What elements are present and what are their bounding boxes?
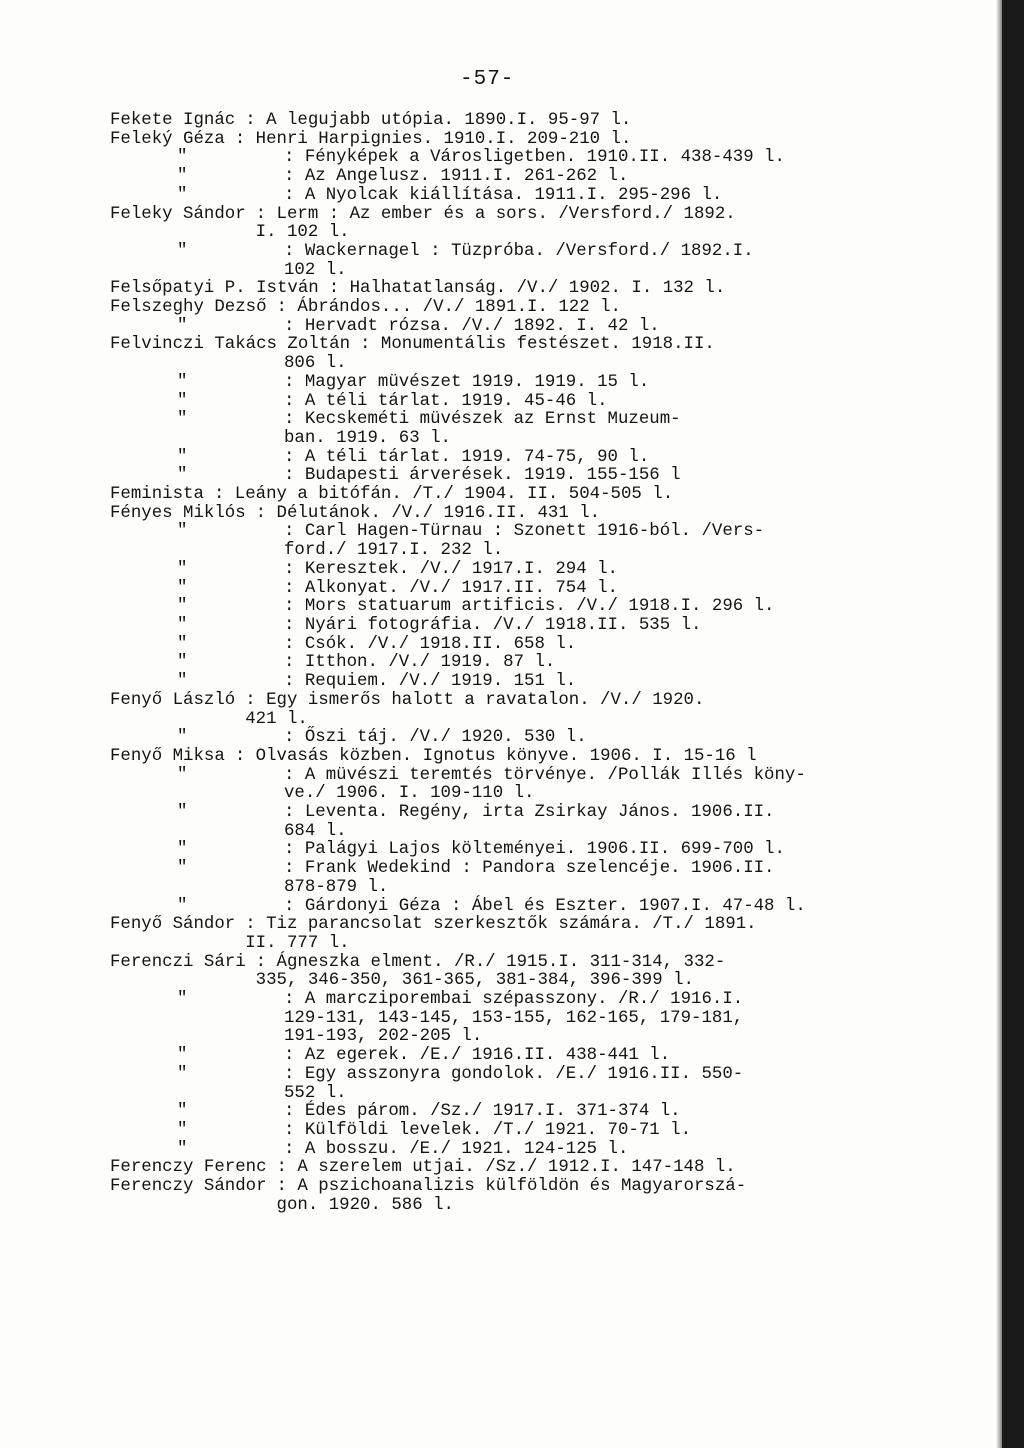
ditto-mark: " <box>177 578 188 598</box>
entry-reference <box>284 1047 898 1066</box>
ditto-mark: " <box>177 1046 188 1066</box>
ditto-mark: " <box>177 1102 188 1122</box>
entry-continuation-line: 878-879 l. <box>284 877 389 897</box>
scan-edge-shadow <box>1002 0 1024 1448</box>
entry-continuation-line: 421 l. <box>245 709 308 729</box>
ditto-mark: " <box>177 896 188 916</box>
entry-reference <box>284 449 898 468</box>
ditto-mark: " <box>177 167 188 187</box>
bibliography-entry <box>110 523 898 560</box>
entry-reference <box>284 243 898 280</box>
bibliography-entry <box>110 449 898 468</box>
entry-reference <box>284 991 898 1047</box>
ditto-mark: " <box>177 990 188 1010</box>
entry-continuation-line: gon. 1920. 586 l. <box>276 1195 454 1215</box>
entry-author: Felsőpatyi P. István <box>110 279 319 299</box>
entry-reference <box>256 206 898 243</box>
bibliography-entry <box>110 168 898 187</box>
entry-reference <box>284 729 898 748</box>
entry-reference <box>235 131 898 150</box>
ditto-mark: " <box>177 859 188 879</box>
bibliography-entry <box>110 1047 898 1066</box>
entry-continuation-line: ve./ 1906. I. 109-110 l. <box>284 784 535 804</box>
entry-title-line: : A téli tárlat. 1919. 74-75, 90 l. <box>284 447 650 467</box>
bibliography-entry <box>110 1066 898 1103</box>
entry-title-line: : Requiem. /V./ 1919. 151 l. <box>284 672 577 692</box>
entry-title-line: : Az Angelusz. 1911.I. 261-262 l. <box>284 167 629 187</box>
entry-reference <box>284 860 898 897</box>
ditto-mark: " <box>177 185 188 205</box>
entry-title-line: : Délutánok. /V./ 1916.II. 431 l. <box>255 503 601 523</box>
entry-author: Feminista <box>110 485 204 505</box>
entry-reference <box>284 374 898 393</box>
entry-title-line: : A téli tárlat. 1919. 45-46 l. <box>284 391 608 411</box>
entry-title-line: : Külföldi levelek. /T./ 1921. 70-71 l. <box>284 1120 692 1140</box>
entry-continuation-line: ban. 1919. 63 l. <box>284 428 451 448</box>
entry-reference <box>284 598 898 617</box>
bibliography-entry <box>110 991 898 1047</box>
bibliography-entry <box>110 1141 898 1160</box>
ditto-mark: " <box>177 672 188 692</box>
entry-reference <box>214 486 898 505</box>
entry-title-line: : Egy asszonyra gondolok. /E./ 1916.II. 550- <box>284 1064 744 1084</box>
ditto-mark: " <box>177 840 188 860</box>
entry-title-line: : Tiz parancsolat szerkesztők számára. /T./ 1891. <box>245 915 757 935</box>
entry-title-line: : Hervadt rózsa. /V./ 1892. I. 42 l. <box>284 316 660 336</box>
bibliography-entry <box>110 149 898 168</box>
bibliography-entry <box>110 916 898 953</box>
entry-title-line: : Gárdonyi Géza : Ábel és Eszter. 1907.I. 47-48 l. <box>284 896 806 916</box>
entry-title-line: : A müvészi teremtés törvénye. /Pollák Illés köny- <box>284 765 806 785</box>
bibliography-entry <box>110 280 898 299</box>
entry-reference <box>245 692 898 729</box>
entry-author: Fenyő László <box>110 690 236 710</box>
entry-title-line: : Nyári fotográfia. /V./ 1918.II. 535 l. <box>284 615 702 635</box>
bibliography-entry <box>110 318 898 337</box>
entry-reference <box>284 1066 898 1103</box>
bibliography-entry <box>110 112 898 131</box>
entry-title-line: : Frank Wedekind : Pandora szelencéje. 1906.II. <box>284 859 775 879</box>
entry-title-line: : Őszi táj. /V./ 1920. 530 l. <box>284 728 587 748</box>
bibliography-entry <box>110 1159 898 1178</box>
entry-reference <box>284 1141 898 1160</box>
entry-title-line: : A legujabb utópia. 1890.I. 95-97 l. <box>245 111 632 130</box>
ditto-mark: " <box>177 1064 188 1084</box>
entry-reference <box>284 187 898 206</box>
ditto-mark: " <box>177 466 188 486</box>
entry-title-line: : Monumentális festészet. 1918.II. <box>360 335 715 355</box>
bibliography-entry <box>110 206 898 243</box>
ditto-mark: " <box>177 241 188 261</box>
bibliography-entry <box>110 617 898 636</box>
bibliography-entry <box>110 692 898 729</box>
entry-continuation-line: 191-193, 202-205 l. <box>284 1027 483 1047</box>
entry-reference <box>245 112 898 131</box>
entry-title-line: : Egy ismerős halott a ravatalon. /V./ 1920. <box>245 690 705 710</box>
ditto-mark: " <box>177 728 188 748</box>
entry-title-line: : Fényképek a Városligetben. 1910.II. 438-439 l. <box>284 148 785 168</box>
entry-continuation-line: II. 777 l. <box>245 933 350 953</box>
page-number: -57- <box>460 68 515 91</box>
entry-reference <box>284 898 898 917</box>
ditto-mark: " <box>177 615 188 635</box>
ditto-mark: " <box>177 559 188 579</box>
ditto-mark: " <box>177 1139 188 1159</box>
entry-continuation-line: 552 l. <box>284 1083 347 1103</box>
ditto-mark: " <box>177 634 188 654</box>
entry-title-line: : A marcziporembai szépasszony. /R./ 1916.I. <box>284 990 744 1010</box>
bibliography-entry <box>110 561 898 580</box>
entry-title-line: : Henri Harpignies. 1910.I. 209-210 l. <box>234 129 632 149</box>
entry-title-line: : Mors statuarum artificis. /V./ 1918.I. 296 l. <box>284 597 775 617</box>
entry-title-line: : Lerm : Az ember és a sors. /Versford./ 1892. <box>255 204 736 224</box>
bibliography-entry <box>110 748 898 767</box>
bibliography-entry <box>110 729 898 748</box>
bibliography-entry <box>110 131 898 150</box>
entry-title-line: : Olvasás közben. Ignotus könyve. 1906. I. 15-16 l <box>234 746 757 766</box>
entry-title-line: : A bosszu. /E./ 1921. 124-125 l. <box>284 1139 629 1159</box>
bibliography-entry <box>110 299 898 318</box>
bibliography-entry <box>110 374 898 393</box>
entry-continuation-line: I. 102 l. <box>255 223 350 243</box>
bibliography-entry <box>110 1122 898 1141</box>
entry-title-line: : Az egerek. /E./ 1916.II. 438-441 l. <box>284 1046 671 1066</box>
bibliography-entry <box>110 1178 898 1215</box>
entry-reference <box>284 654 898 673</box>
entry-reference <box>284 168 898 187</box>
ditto-mark: " <box>177 522 188 542</box>
ditto-mark: " <box>177 316 188 336</box>
entry-author: Fényes Miklós <box>110 503 246 523</box>
bibliography-entry <box>110 954 898 991</box>
ditto-mark: " <box>177 803 188 823</box>
bibliography-entry <box>110 841 898 860</box>
entry-reference <box>235 748 898 767</box>
entry-title-line: : Budapesti árverések. 1919. 155-156 l <box>284 466 681 486</box>
entry-reference <box>284 841 898 860</box>
ditto-mark: " <box>177 1120 188 1140</box>
bibliography-entry <box>110 636 898 655</box>
entry-reference <box>284 467 898 486</box>
bibliography-entry <box>110 187 898 206</box>
entry-reference <box>284 1122 898 1141</box>
entry-reference <box>329 280 898 299</box>
entry-title-line: : Wackernagel : Tüzpróba. /Versford./ 1892.I. <box>284 241 754 261</box>
entry-reference <box>245 916 898 953</box>
bibliography-entry <box>110 767 898 804</box>
entry-reference <box>284 411 898 448</box>
entry-continuation-line: ford./ 1917.I. 232 l. <box>284 541 504 561</box>
entry-reference <box>284 561 898 580</box>
ditto-mark: " <box>177 765 188 785</box>
bibliography-entry <box>110 673 898 692</box>
entry-continuation-line: 335, 346-350, 361-365, 381-384, 396-399 l. <box>255 971 694 991</box>
entry-reference <box>284 767 898 804</box>
bibliography-entry <box>110 393 898 412</box>
entry-continuation-line: 129-131, 143-145, 153-155, 162-165, 179-181, <box>284 1008 744 1028</box>
bibliography-entry <box>110 467 898 486</box>
ditto-mark: " <box>177 148 188 168</box>
entry-title-line: : Itthon. /V./ 1919. 87 l. <box>284 653 556 673</box>
entry-title-line: : Magyar müvészet 1919. 1919. 15 l. <box>284 372 650 392</box>
entry-author: Felvinczi Takács Zoltán <box>110 335 351 355</box>
ditto-mark: " <box>177 597 188 617</box>
bibliography-entry <box>110 243 898 280</box>
ditto-mark: " <box>177 391 188 411</box>
entry-title-line: : Ábrándos... /V./ 1891.I. 122 l. <box>276 298 621 318</box>
entry-author: Ferenczi Sári <box>110 952 246 972</box>
entry-author: Ferenczy Sándor <box>110 1177 267 1197</box>
bibliography-entry <box>110 336 898 373</box>
entry-author: Feleky Sándor <box>110 204 246 224</box>
entry-title-line: : Kecskeméti müvészek az Ernst Muzeum- <box>284 410 681 430</box>
entry-reference <box>284 636 898 655</box>
entry-author: Fenyő Sándor <box>110 915 236 935</box>
entry-reference <box>284 523 898 560</box>
entry-reference <box>284 673 898 692</box>
bibliography-entry <box>110 580 898 599</box>
entry-author: Feleký Géza <box>110 129 225 149</box>
entry-title-line: : Leány a bitófán. /T./ 1904. II. 504-505 l. <box>213 485 674 505</box>
entry-title-line: : A pszichoanalizis külföldön és Magyarorszá- <box>276 1177 747 1197</box>
entry-reference <box>256 505 898 524</box>
bibliography-entry <box>110 505 898 524</box>
entry-reference <box>277 1178 898 1215</box>
entry-reference <box>284 580 898 599</box>
ditto-mark: " <box>177 447 188 467</box>
entry-continuation-line: 806 l. <box>284 354 347 374</box>
entry-reference <box>284 318 898 337</box>
entry-reference <box>284 393 898 412</box>
bibliography-entry <box>110 598 898 617</box>
entry-reference <box>284 149 898 168</box>
entry-author: Ferenczy Ferenc <box>110 1158 267 1178</box>
bibliography-entry <box>110 898 898 917</box>
entry-reference <box>284 804 898 841</box>
entry-reference <box>256 954 898 991</box>
entry-continuation-line: 102 l. <box>284 260 347 280</box>
entry-reference <box>277 299 898 318</box>
entry-title-line: : Palágyi Lajos költeményei. 1906.II. 699-700 l. <box>284 840 785 860</box>
bibliography-entry <box>110 411 898 448</box>
entry-author: Felszeghy Dezső <box>110 298 267 318</box>
ditto-mark: " <box>177 410 188 430</box>
ditto-mark: " <box>177 653 188 673</box>
bibliography-entry <box>110 486 898 505</box>
entry-reference <box>284 617 898 636</box>
entry-title-line: : Édes párom. /Sz./ 1917.I. 371-374 l. <box>284 1102 681 1122</box>
bibliography-entry <box>110 1103 898 1122</box>
entry-reference <box>284 1103 898 1122</box>
entry-title-line: : Carl Hagen-Türnau : Szonett 1916-ból. /Vers- <box>284 522 765 542</box>
entry-title-line: : Keresztek. /V./ 1917.I. 294 l. <box>284 559 618 579</box>
ditto-mark: " <box>177 372 188 392</box>
entry-continuation-line: 684 l. <box>284 821 347 841</box>
entry-title-line: : A Nyolcak kiállítása. 1911.I. 295-296 l. <box>284 185 723 205</box>
bibliography-entry <box>110 804 898 841</box>
bibliography-list <box>110 112 898 1215</box>
entry-title-line: : Csók. /V./ 1918.II. 658 l. <box>284 634 577 654</box>
entry-title-line: : Ágneszka elment. /R./ 1915.I. 311-314, 332- <box>255 952 726 972</box>
entry-title-line: : Alkonyat. /V./ 1917.II. 754 l. <box>284 578 618 598</box>
bibliography-entry <box>110 654 898 673</box>
entry-title-line: : A szerelem utjai. /Sz./ 1912.I. 147-148 l. <box>276 1158 736 1178</box>
entry-author: Fekete Ignác <box>110 111 236 130</box>
entry-author: Fenyő Miksa <box>110 746 225 766</box>
bibliography-entry <box>110 860 898 897</box>
entry-reference <box>277 1159 898 1178</box>
entry-reference <box>284 335 898 374</box>
entry-title-line: : Leventa. Regény, irta Zsirkay János. 1906.II. <box>284 803 775 823</box>
entry-title-line: : Halhatatlanság. /V./ 1902. I. 132 l. <box>328 279 726 299</box>
